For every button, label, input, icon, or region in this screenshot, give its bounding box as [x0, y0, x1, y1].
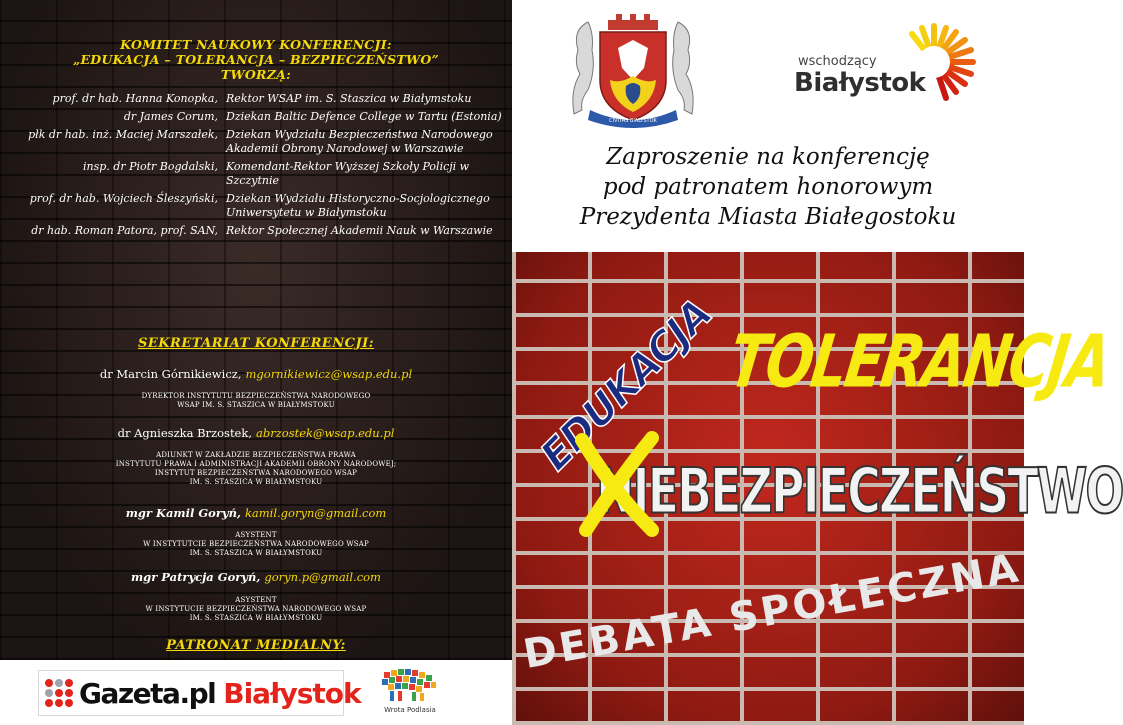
committee-member: dr James Corum, Dziekan Baltic Defence College w Tartu (Estonia) [123, 110, 502, 123]
person-description: ADIUNKT W ZAKŁADZIE BEZPIECZEŃSTWA PRAWA INSTYTUTU PRAWA I ADMINISTRACJI AKADEMII OBRONY NARODOWEJ; INSTYTUT BEZPIECZEŃSTWA NARODOWEGO WSAP IM. S. STASZICA W BIAŁYMSTOKU [115, 451, 397, 486]
secretariat-person: dr Agnieszka Brzostek, abrzostek@wsap.edu.pl [117, 426, 395, 440]
wschodzacy-bialystok-logo: wschodzący Białystok [784, 22, 974, 122]
committee-member: prof. dr hab. Hanna Konopka, Rektor WSAP im. S. Staszica w Białymstoku [52, 92, 472, 105]
email-link[interactable]: goryn.p@gmail.com [264, 570, 381, 584]
person-description: ASYSTENT W INSTYTUTCIE BEZPIECZEŃSTWA NARODOWEGO WSAP IM. S. STASZICA W BIAŁYMSTOKU [143, 531, 369, 557]
svg-text:CIVITAS BIALYSTOK: CIVITAS BIALYSTOK [609, 118, 657, 124]
graffiti-debata-spoleczna: DEBATA SPOŁECZNA [520, 545, 1025, 678]
committee-title: KOMITET NAUKOWY KONFERENCJI: „EDUKACJA – TOLERANCJA – BEZPIECZEŃSTWO” TWORZĄ: [72, 37, 440, 82]
yellow-cross-icon [572, 430, 662, 540]
gazeta-bialystok-logo: Gazeta.pl Białystok [38, 670, 344, 716]
person-description: DYREKTOR INSTYTUTU BEZPIECZEŃSTWA NARODOWEGO WSAP IM. S. STASZICA W BIAŁYMSTOKU [141, 392, 371, 409]
media-patron-logos [0, 660, 512, 725]
bialystok-coat-of-arms-icon [570, 10, 696, 128]
media-patronage-heading: PATRONAT MEDIALNY: [166, 638, 346, 653]
secretariat-person: dr Marcin Górnikiewicz, mgornikiewicz@wsap.edu.pl [99, 367, 413, 381]
invitation-header [512, 0, 1024, 252]
person-description: ASYSTENT W INSTYTUCIE BEZPIECZEŃSTWA NARODOWEGO WSAP IM. S. STASZICA W BIAŁYMSTOKU [145, 596, 367, 622]
gazeta-dots-icon [45, 679, 73, 707]
committee-member: dr hab. Roman Patora, prof. SAN, Rektor Społecznej Akademii Nauk w Warszawie [31, 224, 493, 237]
graffiti-bezpieczenstwo: NIEBEZPIECZEŃSTWO [596, 454, 1123, 528]
bison-icon [378, 666, 442, 706]
committee-members [0, 92, 512, 238]
email-link[interactable]: kamil.goryn@gmail.com [244, 506, 387, 520]
secretariat-heading: SEKRETARIAT KONFERENCJI: [137, 336, 375, 351]
secretariat-person: mgr Patrycja Goryń, goryn.p@gmail.com [131, 570, 381, 584]
committee-panel [0, 0, 512, 660]
committee-member: płk dr hab. inż. Maciej Marszałek, Dziekan Wydziału Bezpieczeństwa Narodowego Akademii Obrony Narodowej w Warszawie [28, 128, 493, 155]
graffiti-tolerancja: TOLERANCJA [724, 320, 1115, 405]
email-link[interactable]: abrzostek@wsap.edu.pl [256, 426, 395, 440]
committee-member: insp. dr Piotr Bogdalski, Komendant-Rektor Wyższej Szkoły Policji w Szczytnie [83, 160, 470, 187]
secretariat-person: mgr Kamil Goryń, kamil.goryn@gmail.com [125, 506, 387, 520]
graffiti-brick-wall [512, 252, 1123, 725]
email-link[interactable]: mgornikiewicz@wsap.edu.pl [245, 367, 413, 381]
committee-member: prof. dr hab. Wojciech Śleszyński, Dziekan Wydziału Historyczno-Socjologicznego Uniwersytetu w Białymstoku [29, 192, 490, 219]
wrota-podlasia-logo: Wrota Podlasia [378, 666, 442, 720]
graffiti-edukacja: EDUKACJA [532, 290, 721, 480]
invitation-title: Zaproszenie na konferencję pod patronatem honorowym Prezydenta Miasta Białegostoku [579, 144, 957, 230]
